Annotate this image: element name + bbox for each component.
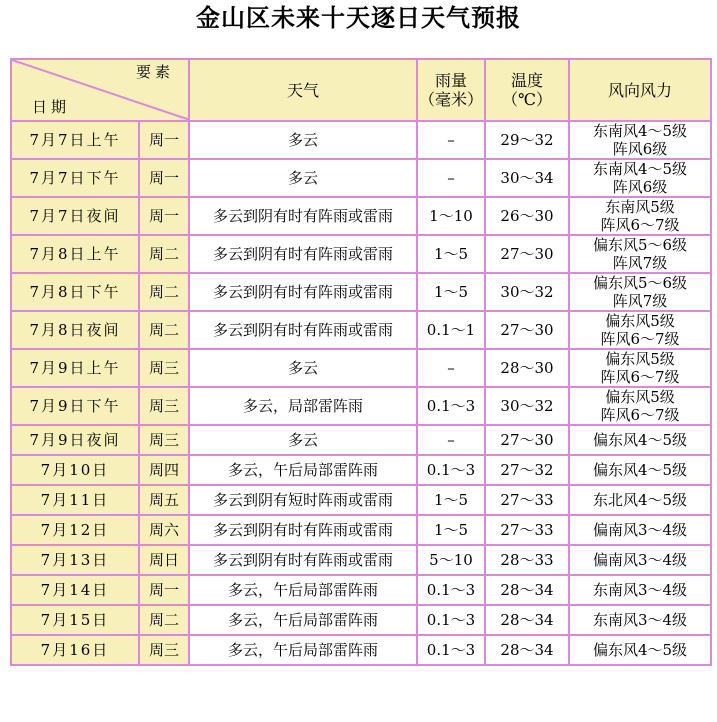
weekday-cell: 周一 (139, 575, 189, 605)
date-cell: 7月13日 (11, 545, 139, 575)
table-row (11, 545, 711, 575)
date-cell: 7月8日上午 (11, 235, 139, 273)
date-cell: 7月10日 (11, 455, 139, 485)
rain-cell: – (417, 159, 485, 197)
temp-cell: 26～30 (485, 197, 569, 235)
table-row (11, 425, 711, 455)
rain-cell: – (417, 121, 485, 159)
table-row (11, 121, 711, 159)
weekday-cell: 周五 (139, 485, 189, 515)
page-title: 金山区未来十天逐日天气预报 (196, 4, 521, 32)
wind-line: 阵风6级 (612, 140, 668, 158)
wind-line: 偏东风5～6级 (592, 274, 688, 292)
date-cell: 7月15日 (11, 605, 139, 635)
temp-cell: 27～33 (485, 485, 569, 515)
wind-cell (569, 485, 711, 515)
wind-line: 偏东风4～5级 (592, 431, 688, 449)
wind-line: 偏东风4～5级 (592, 641, 688, 659)
date-cell: 7月11日 (11, 485, 139, 515)
rain-cell: 0.1～3 (417, 605, 485, 635)
table-row (11, 605, 711, 635)
header-rain-text: 雨量 （毫米） (418, 71, 483, 109)
wind-line: 阵风6～7级 (600, 368, 680, 386)
weekday-cell: 周一 (139, 197, 189, 235)
header-row (11, 59, 711, 121)
wind-cell (569, 387, 711, 425)
header-weather: 天气 (189, 59, 417, 121)
weekday-cell: 周二 (139, 235, 189, 273)
wind-cell (569, 273, 711, 311)
rain-cell: 1～10 (417, 197, 485, 235)
weekday-cell: 周三 (139, 349, 189, 387)
rain-cell: 0.1～1 (417, 311, 485, 349)
date-cell: 7月8日夜间 (11, 311, 139, 349)
weather-cell: 多云到阴有时有阵雨或雷雨 (189, 515, 417, 545)
wind-cell (569, 121, 711, 159)
temp-cell: 27～30 (485, 425, 569, 455)
weather-cell: 多云，局部雷阵雨 (189, 387, 417, 425)
rain-cell: 0.1～3 (417, 575, 485, 605)
temp-cell: 30～32 (485, 387, 569, 425)
weekday-cell: 周一 (139, 121, 189, 159)
wind-line: 东南风4～5级 (592, 160, 688, 178)
table-row (11, 349, 711, 387)
temp-cell: 27～30 (485, 235, 569, 273)
table-row (11, 635, 711, 665)
wind-line: 偏东风5～6级 (592, 236, 688, 254)
date-cell: 7月9日夜间 (11, 425, 139, 455)
date-cell: 7月9日上午 (11, 349, 139, 387)
rain-cell: 1～5 (417, 515, 485, 545)
table-row (11, 575, 711, 605)
weather-cell: 多云到阴有时有阵雨或雷雨 (189, 197, 417, 235)
weekday-cell: 周六 (139, 515, 189, 545)
wind-line: 阵风6～7级 (600, 406, 680, 424)
weekday-cell: 周四 (139, 455, 189, 485)
wind-line: 偏东风5级 (605, 350, 675, 368)
wind-cell (569, 575, 711, 605)
wind-cell (569, 455, 711, 485)
wind-line: 阵风6～7级 (600, 330, 680, 348)
weather-cell: 多云到阴有时有阵雨或雷雨 (189, 545, 417, 575)
weather-cell: 多云 (189, 349, 417, 387)
date-cell: 7月7日夜间 (11, 197, 139, 235)
weather-cell: 多云到阴有时有阵雨或雷雨 (189, 311, 417, 349)
weekday-cell: 周日 (139, 545, 189, 575)
temp-cell: 30～32 (485, 273, 569, 311)
temp-cell: 27～30 (485, 311, 569, 349)
table-row (11, 485, 711, 515)
header-temp (485, 59, 569, 121)
wind-cell (569, 515, 711, 545)
rain-cell: – (417, 349, 485, 387)
temp-cell: 30～34 (485, 159, 569, 197)
corner-header (11, 59, 189, 121)
forecast-table (10, 58, 712, 666)
temp-cell: 28～34 (485, 635, 569, 665)
rain-cell: 0.1～3 (417, 455, 485, 485)
rain-cell: 0.1～3 (417, 635, 485, 665)
wind-cell (569, 311, 711, 349)
date-cell: 7月7日下午 (11, 159, 139, 197)
weather-cell: 多云，午后局部雷阵雨 (189, 605, 417, 635)
weekday-cell: 周二 (139, 311, 189, 349)
wind-cell (569, 635, 711, 665)
rain-cell: 1～5 (417, 485, 485, 515)
date-cell: 7月9日下午 (11, 387, 139, 425)
header-wind: 风向风力 (569, 59, 711, 121)
weather-cell: 多云 (189, 425, 417, 455)
wind-line: 阵风6级 (612, 178, 668, 196)
table-row (11, 235, 711, 273)
wind-line: 东南风5级 (605, 198, 675, 216)
weather-cell: 多云，午后局部雷阵雨 (189, 455, 417, 485)
date-cell: 7月16日 (11, 635, 139, 665)
wind-cell (569, 159, 711, 197)
table-row (11, 273, 711, 311)
table-row (11, 197, 711, 235)
rain-cell: – (417, 425, 485, 455)
weekday-cell: 周二 (139, 273, 189, 311)
weekday-cell: 周三 (139, 425, 189, 455)
weather-cell: 多云到阴有时有阵雨或雷雨 (189, 273, 417, 311)
table-row (11, 159, 711, 197)
weather-cell: 多云，午后局部雷阵雨 (189, 635, 417, 665)
date-cell: 7月7日上午 (11, 121, 139, 159)
rain-cell: 1～5 (417, 273, 485, 311)
weather-cell: 多云 (189, 159, 417, 197)
temp-cell: 28～30 (485, 349, 569, 387)
weekday-cell: 周三 (139, 635, 189, 665)
wind-cell (569, 197, 711, 235)
weather-cell: 多云，午后局部雷阵雨 (189, 575, 417, 605)
wind-cell (569, 545, 711, 575)
wind-line: 东北风4～5级 (592, 491, 688, 509)
weather-cell: 多云到阴有时有阵雨或雷雨 (189, 235, 417, 273)
corner-label-date: 日期 (32, 98, 71, 116)
weekday-cell: 周三 (139, 387, 189, 425)
weather-cell: 多云 (189, 121, 417, 159)
table-row (11, 311, 711, 349)
table-row (11, 455, 711, 485)
wind-line: 偏南风3～4级 (592, 521, 688, 539)
date-cell: 7月12日 (11, 515, 139, 545)
wind-line: 阵风7级 (612, 292, 668, 310)
corner-label-elements: 要素 (135, 63, 174, 81)
date-cell: 7月14日 (11, 575, 139, 605)
weather-cell: 多云到阴有短时阵雨或雷雨 (189, 485, 417, 515)
rain-cell: 1～5 (417, 235, 485, 273)
wind-cell (569, 425, 711, 455)
rain-cell: 0.1～3 (417, 387, 485, 425)
header-rain (417, 59, 485, 121)
date-cell: 7月8日下午 (11, 273, 139, 311)
header-temp-text: 温度 （℃） (502, 71, 552, 109)
wind-line: 阵风6～7级 (600, 216, 680, 234)
temp-cell: 27～33 (485, 515, 569, 545)
weekday-cell: 周一 (139, 159, 189, 197)
temp-cell: 28～34 (485, 605, 569, 635)
wind-line: 偏东风5级 (605, 312, 675, 330)
wind-line: 东南风4～5级 (592, 122, 688, 140)
wind-line: 东南风3～4级 (592, 581, 688, 599)
wind-line: 偏南风3～4级 (592, 551, 688, 569)
rain-cell: 5～10 (417, 545, 485, 575)
weekday-cell: 周二 (139, 605, 189, 635)
wind-line: 阵风7级 (612, 254, 668, 272)
wind-cell (569, 349, 711, 387)
temp-cell: 27～32 (485, 455, 569, 485)
table-row (11, 515, 711, 545)
wind-cell (569, 235, 711, 273)
temp-cell: 28～34 (485, 575, 569, 605)
wind-cell (569, 605, 711, 635)
temp-cell: 29～32 (485, 121, 569, 159)
temp-cell: 28～33 (485, 545, 569, 575)
wind-line: 偏东风5级 (605, 388, 675, 406)
table-row (11, 387, 711, 425)
wind-line: 东南风3～4级 (592, 611, 688, 629)
wind-line: 偏东风4～5级 (592, 461, 688, 479)
